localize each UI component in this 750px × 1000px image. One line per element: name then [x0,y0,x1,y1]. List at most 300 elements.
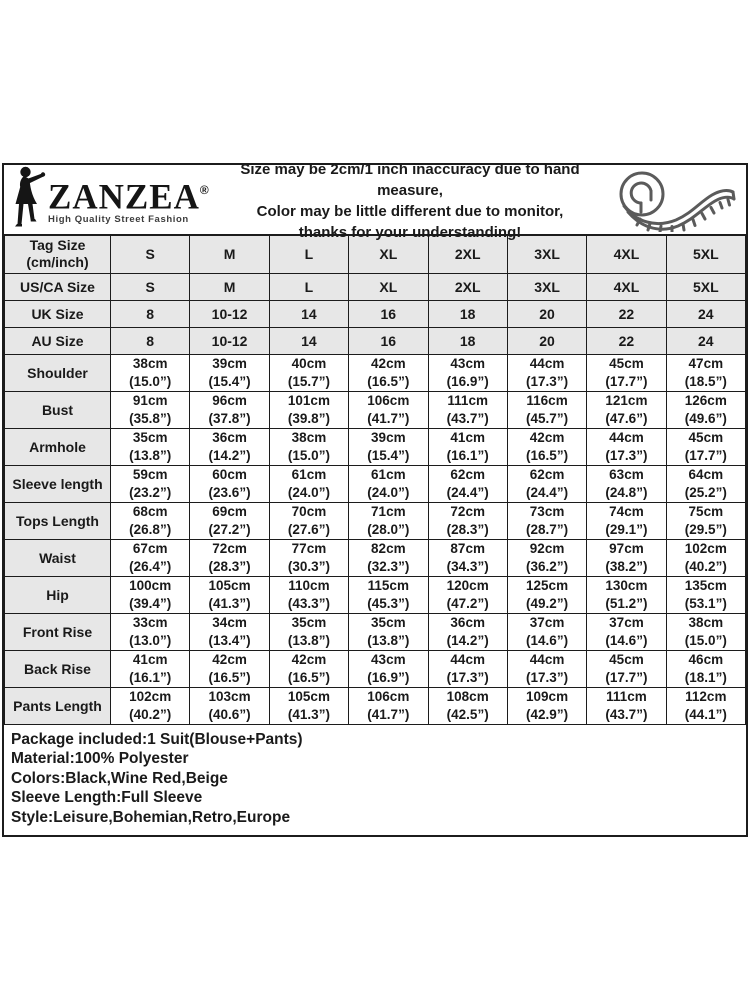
measurement-cell [349,687,428,724]
measurement-inch: (24.4”) [526,484,569,500]
size-cell: 8 [111,327,190,354]
measurement-cm: 60cm [212,466,247,482]
measurement-inch: (28.3”) [208,558,251,574]
measurement-inch: (14.2”) [208,447,251,463]
measurement-cell [587,465,666,502]
measurement-inch: (29.1”) [605,521,648,537]
measurement-inch: (24.4”) [446,484,489,500]
measurement-cm: 63cm [609,466,644,482]
measurement-cm: 45cm [609,651,644,667]
measurement-cell [507,539,586,576]
size-table-body [5,235,746,724]
measurement-cm: 44cm [529,651,565,667]
measurement-inch: (41.3”) [287,706,330,722]
measurement-inch: (43.3”) [287,595,330,611]
measurement-cm: 36cm [450,614,485,630]
measurement-row [5,576,746,613]
measurement-cm: 35cm [371,614,406,630]
measurement-cell [587,687,666,724]
measurement-cm: 42cm [212,651,247,667]
measurement-inch: (41.7”) [367,410,410,426]
measurement-cell [507,354,586,391]
measurement-row [5,428,746,465]
measurement-cell [190,687,269,724]
measurement-inch: (13.8”) [287,632,330,648]
measurement-inch: (36.2”) [526,558,569,574]
measurement-inch: (40.2”) [129,706,172,722]
row-label-line: UK Size [31,305,84,322]
measurement-cell [666,687,745,724]
measurement-row [5,687,746,724]
size-cell: 22 [587,300,666,327]
measurement-cm: 35cm [132,429,168,445]
measurement-cell [349,391,428,428]
measurement-inch: (49.2”) [526,595,569,611]
size-cell: 18 [428,327,507,354]
measurement-inch: (18.1”) [684,669,727,685]
measurement-cell [587,354,666,391]
measurement-cm: 135cm [684,577,727,593]
measurement-cell [507,502,586,539]
measurement-cm: 112cm [685,688,727,704]
measurement-inch: (41.7”) [367,706,410,722]
measurement-cell [349,465,428,502]
size-cell: 4XL [587,235,666,273]
measurement-inch: (24.0”) [287,484,330,500]
measurement-inch: (15.7”) [287,373,330,389]
size-cell: 16 [349,300,428,327]
measurement-cm: 82cm [371,540,406,556]
registered-trademark: ® [199,182,210,198]
measurement-inch: (16.5”) [367,373,410,389]
size-cell: 5XL [666,235,745,273]
size-cell: 10-12 [190,327,269,354]
size-cell: L [269,235,348,273]
measurement-cm: 125cm [526,577,569,593]
size-cell: XL [349,235,428,273]
measurement-cm: 61cm [291,466,327,482]
measurement-row [5,613,746,650]
measurement-inch: (32.3”) [367,558,410,574]
measurement-cm: 41cm [132,651,168,667]
size-cell: 22 [587,327,666,354]
measurement-cm: 70cm [291,503,327,519]
measurement-cell [269,391,348,428]
measurement-inch: (35.8”) [129,410,172,426]
measurement-cm: 74cm [609,503,644,519]
measurement-cell [190,576,269,613]
measurement-cm: 96cm [212,392,247,408]
measurement-cm: 67cm [132,540,168,556]
measurement-cm: 109cm [526,688,569,704]
measurement-cell [666,428,745,465]
measurement-cm: 42cm [291,651,327,667]
size-cell: 14 [269,300,348,327]
measurement-cell [269,576,348,613]
measurement-inch: (16.5”) [208,669,251,685]
measurement-cm: 110cm [288,577,330,593]
measurement-cell [507,391,586,428]
measurement-inch: (29.5”) [684,521,727,537]
measurement-inch: (15.0”) [287,447,330,463]
measurement-cell [349,650,428,687]
row-label: Bust [5,391,111,428]
brand-name [48,174,210,217]
measurement-inch: (24.8”) [605,484,648,500]
size-cell: XL [349,273,428,300]
measurement-cm: 69cm [212,503,247,519]
measurement-cell [190,391,269,428]
measurement-cm: 38cm [291,429,327,445]
row-label: Sleeve length [5,465,111,502]
measurement-inch: (27.6”) [287,521,330,537]
brand-logo [4,166,222,233]
measurement-cm: 39cm [212,355,247,371]
measurement-cm: 42cm [529,429,565,445]
size-row [5,327,746,354]
size-cell: 14 [269,327,348,354]
measurement-inch: (23.2”) [129,484,172,500]
measurement-cell [666,576,745,613]
measurement-cell [111,687,190,724]
measurement-cell [666,391,745,428]
row-label: Tops Length [5,502,111,539]
measurement-inch: (17.7”) [605,669,648,685]
measurement-cm: 38cm [132,355,168,371]
measurement-cell [587,539,666,576]
measurement-cell [269,428,348,465]
measurement-inch: (13.8”) [367,632,410,648]
measurement-inch: (41.3”) [208,595,251,611]
measurement-cm: 73cm [529,503,565,519]
measurement-inch: (24.0”) [367,484,410,500]
disclaimer-line-1: Size may be 2cm/1 inch inaccuracy due to hand measure, [240,160,580,199]
measurement-cell [111,354,190,391]
measurement-inch: (17.3”) [526,669,569,685]
size-cell: 2XL [428,273,507,300]
measurement-inch: (27.2”) [208,521,251,537]
measurement-cm: 45cm [609,355,644,371]
measurement-cm: 41cm [450,429,485,445]
measurement-cm: 42cm [371,355,406,371]
measurement-cm: 91cm [132,392,168,408]
measurement-inch: (17.3”) [446,669,489,685]
measurement-inch: (37.8”) [208,410,251,426]
measurement-cell [190,613,269,650]
measurement-cm: 111cm [447,392,488,408]
measurement-cm: 45cm [688,429,724,445]
measurement-cm: 116cm [526,392,568,408]
row-label [5,273,111,300]
size-cell: 2XL [428,235,507,273]
measurement-cell [507,650,586,687]
measurement-inch: (38.2”) [605,558,648,574]
measurement-cell [349,354,428,391]
measurement-cm: 92cm [529,540,565,556]
measurement-inch: (13.8”) [129,447,172,463]
measurement-inch: (26.4”) [129,558,172,574]
measurement-cell [111,428,190,465]
measurement-cell [190,465,269,502]
measurement-cm: 102cm [684,540,727,556]
measurement-cm: 37cm [529,614,565,630]
measurement-cm: 47cm [688,355,724,371]
measurement-cell [111,613,190,650]
measurement-cm: 62cm [450,466,485,482]
brand-name-text: ZANZEA [48,176,200,217]
measurement-cm: 34cm [212,614,247,630]
measurement-cm: 105cm [208,577,251,593]
measurement-inch: (34.3”) [446,558,489,574]
size-row [5,300,746,327]
measurement-cell [111,465,190,502]
measurement-cm: 101cm [287,392,330,408]
measurement-cell [507,576,586,613]
measurement-inch: (47.6”) [605,410,648,426]
size-cell: 4XL [587,273,666,300]
measurement-cm: 115cm [367,577,409,593]
measurement-cm: 106cm [367,392,410,408]
measurement-inch: (42.5”) [446,706,489,722]
size-cell: 18 [428,300,507,327]
measurement-cell [349,502,428,539]
measurement-cell [428,391,507,428]
measurement-cell [666,502,745,539]
measurement-cell [269,465,348,502]
measurement-cm: 36cm [212,429,247,445]
size-chart-sheet [2,160,748,837]
measurement-cm: 40cm [291,355,327,371]
measurement-inch: (43.7”) [446,410,489,426]
measurement-inch: (16.1”) [446,447,489,463]
measurement-cm: 46cm [688,651,724,667]
measurement-cm: 43cm [371,651,406,667]
measurement-cm: 111cm [606,688,647,704]
measurement-cell [587,502,666,539]
size-cell: 20 [507,327,586,354]
measurement-inch: (17.7”) [684,447,727,463]
measurement-cell [587,613,666,650]
measurement-cell [428,687,507,724]
measurement-cell [428,465,507,502]
row-label-line: Tag Size [29,237,86,254]
measurement-cell [507,428,586,465]
measurement-inch: (51.2”) [605,595,648,611]
size-cell: S [111,235,190,273]
size-table [4,234,746,725]
size-cell: M [190,273,269,300]
measurement-cell [190,650,269,687]
measurement-cell [507,613,586,650]
measurement-cm: 44cm [529,355,565,371]
row-label: Back Rise [5,650,111,687]
measurement-cell [428,502,507,539]
row-label [5,300,111,327]
measurement-cm: 44cm [450,651,485,667]
measurement-inch: (25.2”) [684,484,727,500]
measurement-cell [190,502,269,539]
measurement-cell [428,539,507,576]
row-label [5,235,111,273]
measurement-row [5,650,746,687]
measurement-cell [507,465,586,502]
measurement-inch: (26.8”) [129,521,172,537]
row-label-line: US/CA Size [20,278,95,295]
measurement-cell [666,354,745,391]
measurement-cell [269,502,348,539]
measurement-cm: 105cm [287,688,330,704]
measurement-cell [666,650,745,687]
measurement-cell [428,576,507,613]
measurement-cell [428,650,507,687]
measurement-cell [269,650,348,687]
measurement-cell [666,465,745,502]
measurement-inch: (13.4”) [208,632,251,648]
measurement-cell [111,576,190,613]
measurement-cell [666,539,745,576]
measurement-cm: 39cm [371,429,406,445]
measurement-inch: (42.9”) [526,706,569,722]
measurement-cell [269,687,348,724]
measurement-inch: (30.3”) [287,558,330,574]
row-label: Hip [5,576,111,613]
measurement-cm: 43cm [450,355,485,371]
measurement-cell [587,428,666,465]
measurement-inch: (16.9”) [446,373,489,389]
measurement-cell [587,576,666,613]
measurement-inch: (17.3”) [526,373,569,389]
measurement-cm: 44cm [609,429,644,445]
size-cell: S [111,273,190,300]
measurement-inch: (16.5”) [526,447,569,463]
measurement-cm: 100cm [129,577,172,593]
measurement-inch: (23.6”) [208,484,251,500]
measurement-inch: (13.0”) [129,632,172,648]
measurement-cm: 106cm [367,688,410,704]
measurement-cell [269,613,348,650]
measurement-row [5,465,746,502]
size-cell: 24 [666,327,745,354]
detail-package: Package included:1 Suit(Blouse+Pants) [11,730,303,748]
disclaimer-line-2: Color may be little different due to monitor, [256,202,564,220]
detail-sleeve-length: Sleeve Length:Full Sleeve [11,789,203,806]
measurement-inch: (14.2”) [446,632,489,648]
measurement-cm: 35cm [291,614,327,630]
measurement-row [5,391,746,428]
measurement-cell [349,539,428,576]
measurement-inch: (53.1”) [684,595,727,611]
detail-style: Style:Leisure,Bohemian,Retro,Europe [11,808,291,826]
measurement-inch: (40.6”) [208,706,251,722]
measurement-inch: (15.0”) [129,373,172,389]
measurement-inch: (44.1”) [684,706,727,722]
size-cell: 8 [111,300,190,327]
measurement-inch: (16.9”) [367,669,410,685]
measurement-inch: (16.1”) [129,669,172,685]
measurement-cm: 71cm [371,503,406,519]
measurement-cell [666,613,745,650]
measurement-cm: 120cm [446,577,489,593]
measurement-cell [190,428,269,465]
measurement-inch: (39.8”) [287,410,330,426]
row-label: Waist [5,539,111,576]
measurement-cell [111,502,190,539]
measurement-cm: 121cm [605,392,648,408]
size-cell: M [190,235,269,273]
size-cell: L [269,273,348,300]
measurement-inch: (15.4”) [367,447,410,463]
row-label-line: AU Size [31,332,84,349]
measurement-cell [507,687,586,724]
measurement-row [5,502,746,539]
measurement-inch: (45.7”) [526,410,569,426]
measurement-inch: (40.2”) [684,558,727,574]
size-row [5,273,746,300]
product-details [4,725,746,836]
measurement-inch: (15.4”) [208,373,251,389]
measurement-cm: 68cm [132,503,168,519]
measurement-cell [190,354,269,391]
measurement-cm: 126cm [684,392,727,408]
row-label [5,327,111,354]
measurement-inch: (16.5”) [287,669,330,685]
measurement-cm: 130cm [605,577,648,593]
measurement-cell [269,354,348,391]
measurement-cm: 59cm [132,466,168,482]
measurement-inch: (47.2”) [446,595,489,611]
measurement-inch: (14.6”) [526,632,569,648]
size-cell: 3XL [507,235,586,273]
detail-colors: Colors:Black,Wine Red,Beige [11,769,228,787]
size-cell: 10-12 [190,300,269,327]
row-label: Front Rise [5,613,111,650]
measurement-inch: (39.4”) [129,595,172,611]
size-cell: 20 [507,300,586,327]
size-cell: 16 [349,327,428,354]
measurement-inch: (28.7”) [526,521,569,537]
measurement-inch: (43.7”) [605,706,648,722]
measurement-cell [190,539,269,576]
measurement-row [5,354,746,391]
measurement-cell [349,576,428,613]
detail-material: Material:100% Polyester [11,750,189,767]
brand-tagline: High Quality Street Fashion [48,214,189,225]
measurement-cm: 72cm [450,503,485,519]
measurement-cm: 102cm [129,688,172,704]
measurement-cell [349,428,428,465]
measurement-cm: 61cm [371,466,406,482]
measurement-cell [428,354,507,391]
brand-text-block [48,174,210,225]
measurement-cm: 72cm [212,540,247,556]
measurement-row [5,539,746,576]
size-cell: 3XL [507,273,586,300]
woman-silhouette-icon [12,166,46,233]
measurement-cell [111,391,190,428]
measurement-inch: (28.3”) [446,521,489,537]
measurement-inch: (28.0”) [367,521,410,537]
row-label: Shoulder [5,354,111,391]
measurement-cm: 108cm [446,688,489,704]
measurement-inch: (14.6”) [605,632,648,648]
measurement-cm: 38cm [688,614,724,630]
measurement-cm: 77cm [291,540,327,556]
row-label-line: (cm/inch) [26,254,89,271]
measurement-cell [428,613,507,650]
measurement-cell [349,613,428,650]
measurement-cell [269,539,348,576]
measurement-cell [111,650,190,687]
